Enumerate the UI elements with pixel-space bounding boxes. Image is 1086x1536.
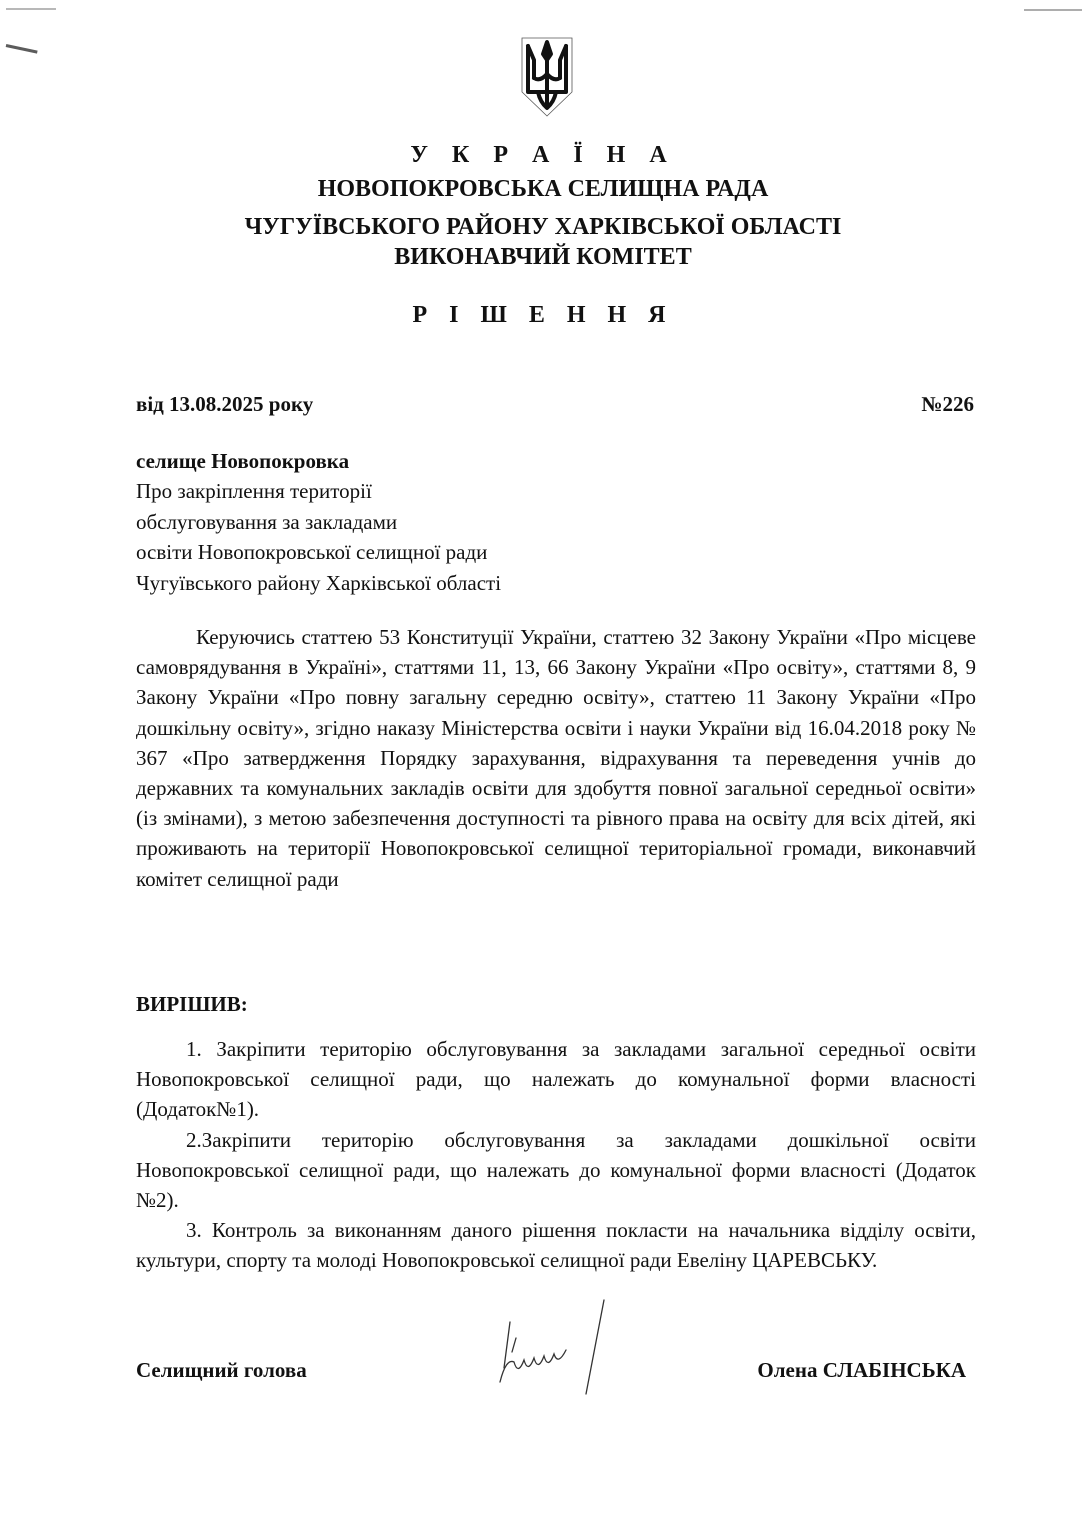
header-committee: ВИКОНАВЧИЙ КОМІТЕТ [394, 244, 692, 270]
header-district: ЧУГУЇВСЬКОГО РАЙОНУ ХАРКІВСЬКОЇ ОБЛАСТІ [244, 214, 842, 240]
decision-subject [136, 476, 501, 598]
resolution-item: 1. Закріпити територію обслуговування за закладами загальної середньої освіти Новопокровської селищної ради, що належать до комунальної форми власності (Додаток№1). [136, 1037, 976, 1122]
resolved-heading: ВИРІШИВ: [136, 992, 248, 1016]
preamble-paragraph: Керуючись статтею 53 Конституції України, статтею 32 Закону України «Про місцеве самоврядування в Україні», статтями 11, 13, 66 Закону України «Про освіту», статтями 8, 9 Закону України «Про повну загальну середню освіту», статтею 11 Закону України «Про дошкільну освіту», згідно наказу Міністерства освіти і науки України від 16.04.2018 року № 367 «Про затвердження Порядку зарахування, відрахування та переведення учнів до державних та комунальних закладів освіти для здобуття повної загальної середньої освіти» (із змінами), з метою забезпечення доступності та рівного права на освіту для всіх дітей, які проживають на території Новопокровської селищної територіальної громади, виконавчий комітет селищної ради [136, 625, 976, 891]
subject-line: Чугуївського району Харківської області [136, 570, 502, 595]
subject-line: освіти Новопокровської селищної ради [136, 540, 488, 564]
subject-line: обслуговування за закладами [136, 509, 398, 534]
header-council: НОВОПОКРОВСЬКА СЕЛИЩНА РАДА [317, 176, 769, 202]
place-of-issue: селище Новопокровка [136, 449, 350, 473]
scan-artifact [6, 8, 56, 10]
resolution-item: 2.Закріпити територію обслуговування за закладами дошкільної освіти Новопокровської селищної ради, що належать до комунальної форми власності (Додаток №2). [136, 1127, 976, 1213]
handwritten-signature-icon [486, 1298, 616, 1398]
resolution-item: 3. Контроль за виконанням даного рішення покласти на начальника відділу освіти, культури, спорту та молоді Новопокровської селищної ради Евеліну ЦАРЕВСЬКУ. [136, 1218, 976, 1273]
document-type-title: Р І Ш Е Н Н Я [412, 302, 674, 328]
decision-number: №226 [921, 392, 974, 416]
signatory-name: Олена СЛАБІНСЬКА [757, 1358, 966, 1382]
resolution-items [136, 1034, 976, 1276]
subject-line: Про закріплення території [136, 479, 372, 503]
scan-artifact [1024, 9, 1082, 11]
scan-artifact [6, 44, 38, 54]
decision-date: від 13.08.2025 року [136, 392, 314, 416]
signatory-title: Селищний голова [136, 1358, 307, 1382]
ukraine-trident-emblem-icon [516, 34, 578, 120]
header-country: У К Р А Ї Н А [410, 142, 676, 168]
